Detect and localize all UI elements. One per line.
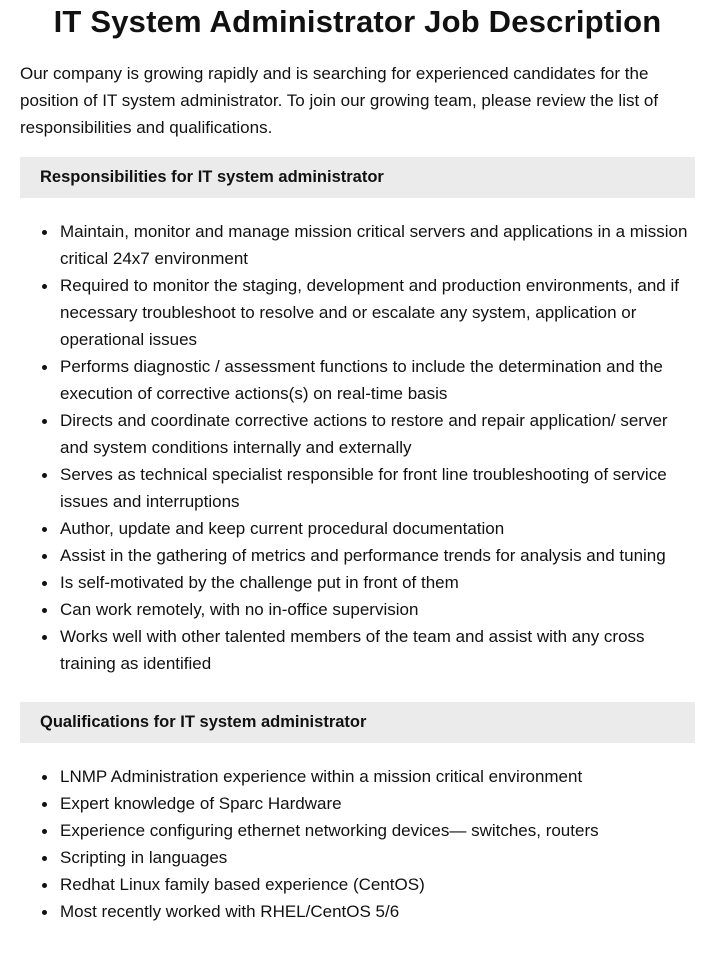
list-item: LNMP Administration experience within a mission critical environment [20, 763, 695, 790]
list-item: Serves as technical specialist responsible for front line troubleshooting of service issues and interruptions [20, 461, 695, 515]
list-item: Assist in the gathering of metrics and performance trends for analysis and tuning [20, 542, 695, 569]
list-item: Expert knowledge of Sparc Hardware [20, 790, 695, 817]
list-item: Author, update and keep current procedural documentation [20, 515, 695, 542]
list-item: Is self-motivated by the challenge put in front of them [20, 569, 695, 596]
qualifications-list [20, 763, 695, 925]
qualifications-section [20, 702, 695, 925]
list-item: Most recently worked with RHEL/CentOS 5/6 [20, 898, 695, 925]
responsibilities-list [20, 218, 695, 677]
intro-paragraph: Our company is growing rapidly and is searching for experienced candidates for the position of IT system administrator. To join our growing team, please review the list of responsibilities and qualifications. [20, 64, 659, 137]
list-item: Scripting in languages [20, 844, 695, 871]
list-item: Redhat Linux family based experience (CentOS) [20, 871, 695, 898]
responsibilities-heading: Responsibilities for IT system administrator [20, 157, 695, 198]
list-item: Can work remotely, with no in-office supervision [20, 596, 695, 623]
page-title: IT System Administrator Job Description [53, 4, 662, 39]
responsibilities-section [20, 157, 695, 677]
list-item: Works well with other talented members of the team and assist with any cross training as identified [20, 623, 695, 677]
list-item: Required to monitor the staging, development and production environments, and if necessary troubleshoot to resolve and or escalate any system, application or operational issues [20, 272, 695, 353]
list-item: Directs and coordinate corrective actions to restore and repair application/ server and system conditions internally and externally [20, 407, 695, 461]
list-item: Performs diagnostic / assessment functions to include the determination and the execution of corrective actions(s) on real-time basis [20, 353, 695, 407]
list-item: Maintain, monitor and manage mission critical servers and applications in a mission critical 24x7 environment [20, 218, 695, 272]
qualifications-heading: Qualifications for IT system administrator [20, 702, 695, 743]
list-item: Experience configuring ethernet networking devices— switches, routers [20, 817, 695, 844]
